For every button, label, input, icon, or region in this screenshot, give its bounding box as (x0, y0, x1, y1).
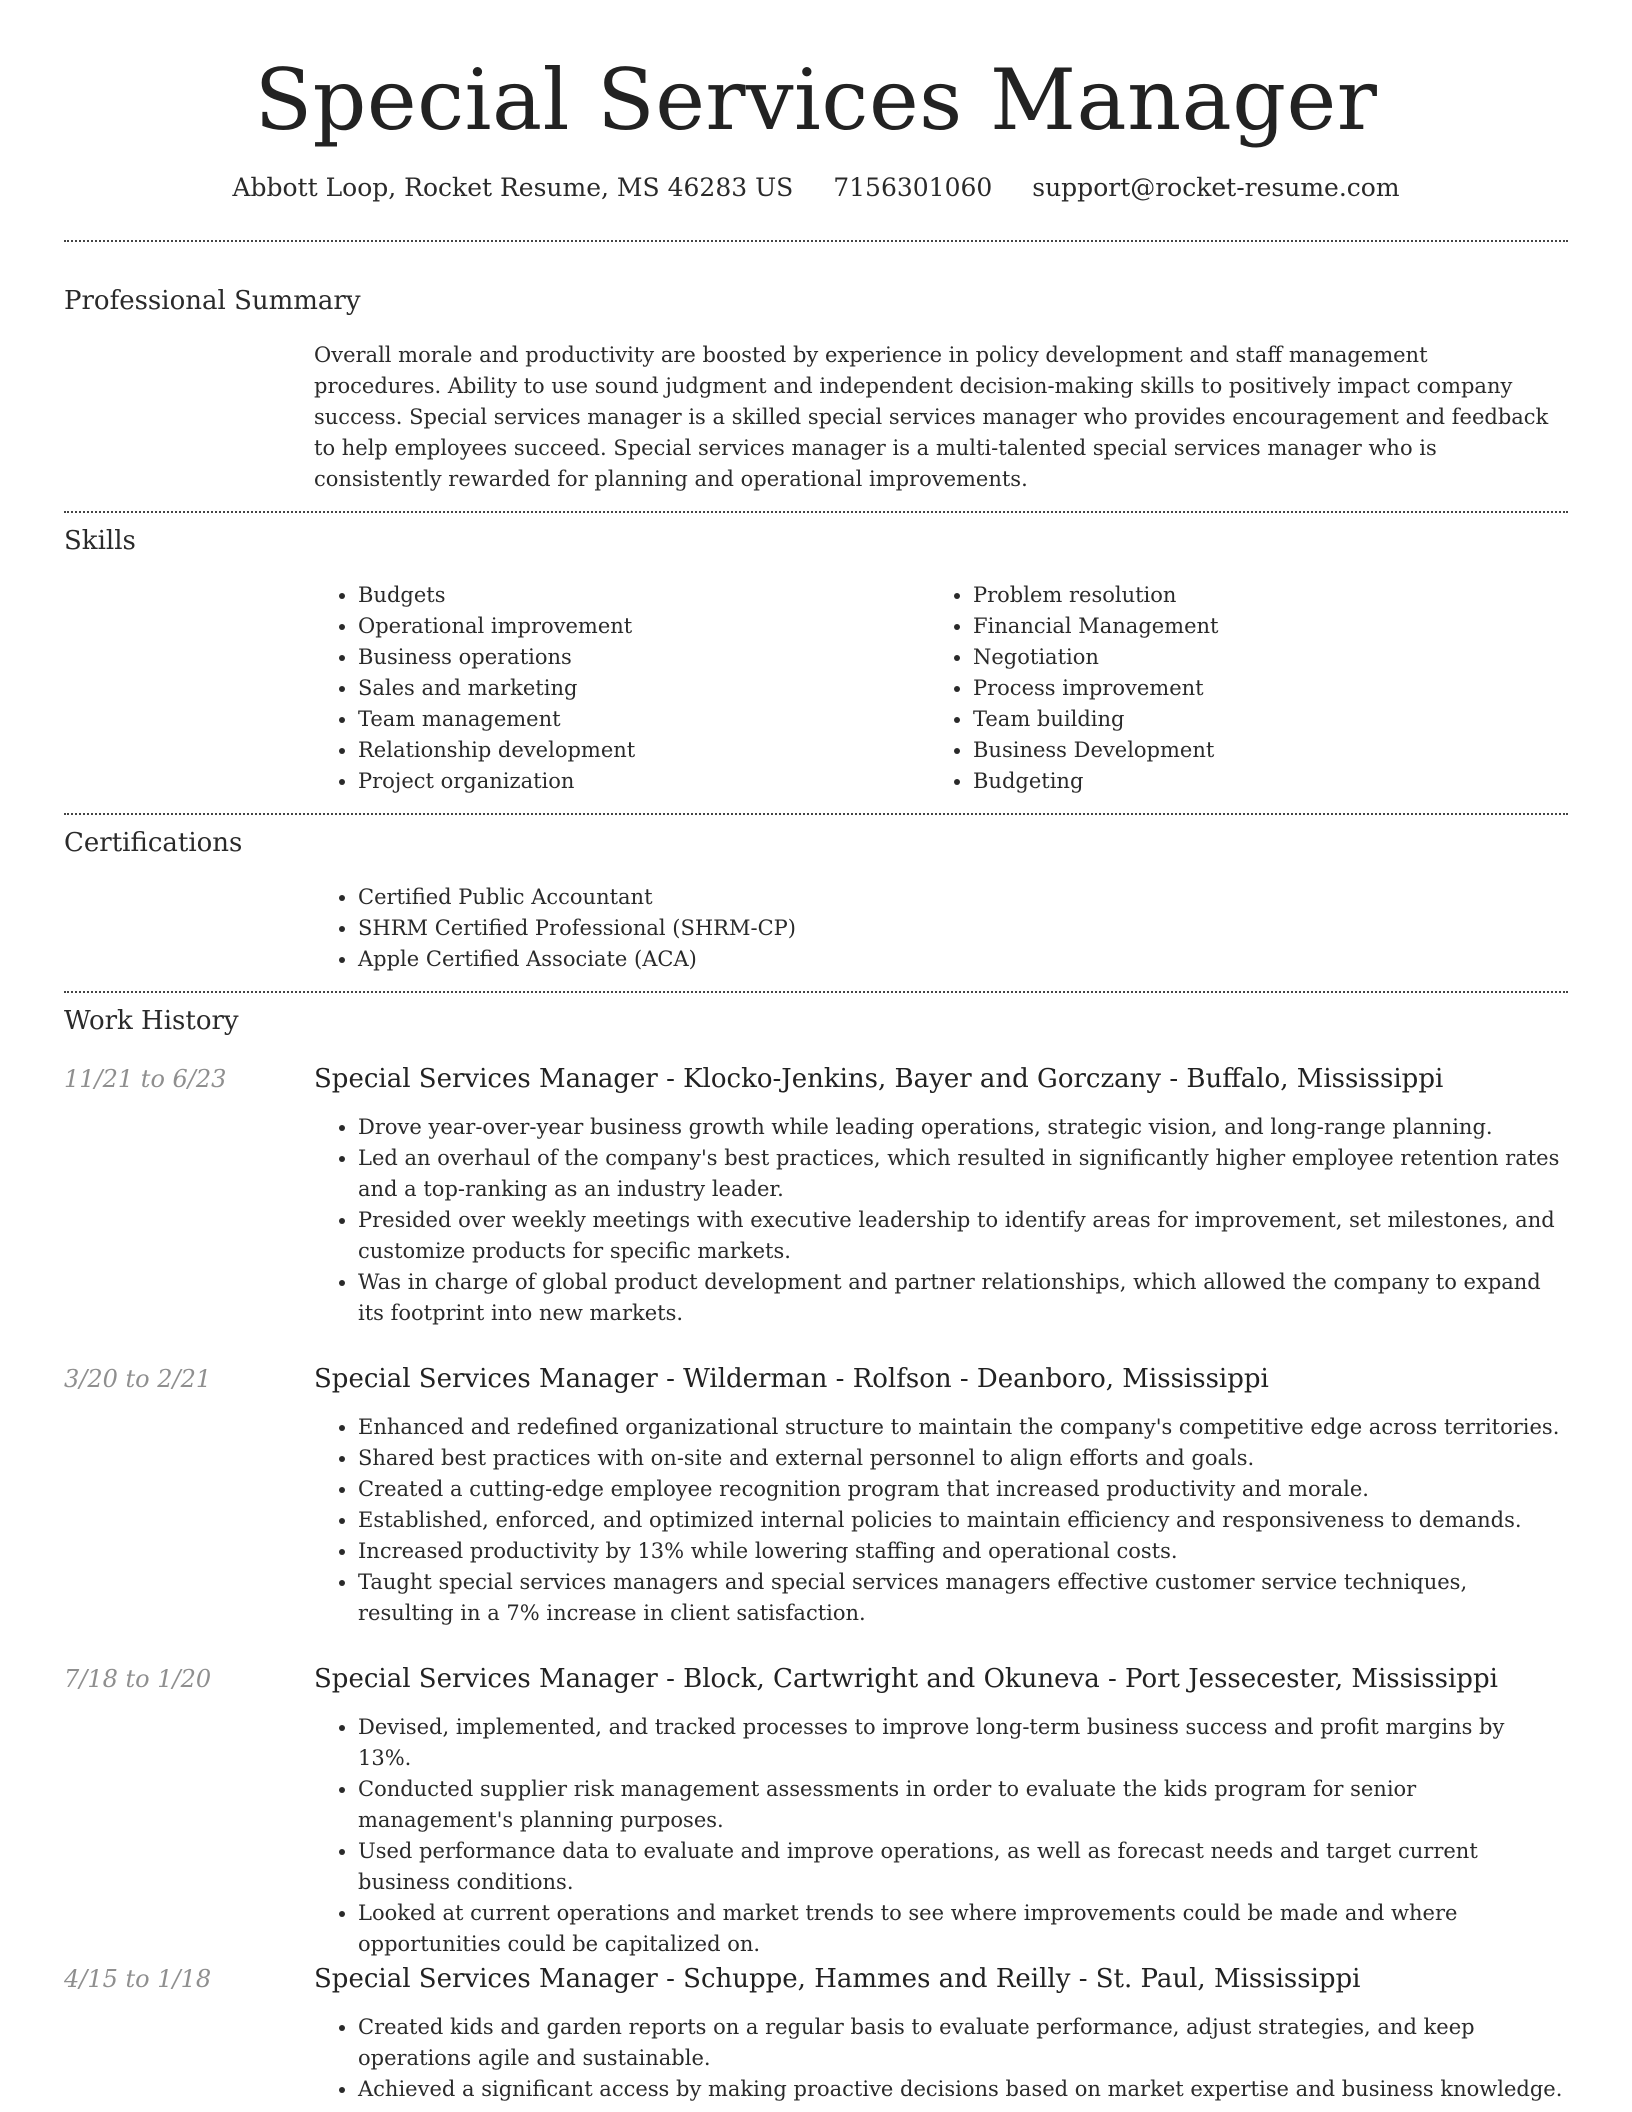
skill-item: • Problem resolution (973, 580, 1489, 611)
job-bullet: • Was in charge of global product development and partner relationships, which allowed the company to expand its footprint into new markets. (358, 1267, 1564, 1329)
job-bullet: • Increased productivity by 13% while lowering staffing and operational costs. (358, 1536, 1564, 1567)
skills-column-left (314, 580, 874, 797)
certifications-heading: Certifications (64, 828, 243, 858)
job-bullet: • Drove year-over-year business growth while leading operations, strategic vision, and long-range planning. (358, 1112, 1564, 1143)
summary-text: Overall morale and productivity are boosted by experience in policy development and staff management procedures. Ability to use sound judgment and independent decision-making skills to positively impact company success. Special services manager is a skilled special services manager who provides encouragement and feedback to help employees succeed. Special services manager is a multi-talented special services manager who is consistently rewarded for planning and operational improvements. (314, 343, 1549, 491)
skills-column-right (929, 580, 1489, 797)
job-bullet: • Conducted supplier risk management assessments in order to evaluate the kids program for senior management's planning purposes. (358, 1774, 1564, 1836)
resume-name: Special Services Manager (254, 51, 1378, 149)
skill-item: • Team management (358, 704, 874, 735)
certification-item: • SHRM Certified Professional (SHRM-CP) (358, 913, 1314, 944)
job-title: Special Services Manager - Schuppe, Hammes and Reilly - St. Paul, Mississippi (314, 1964, 1361, 1994)
job-bullet: • Presided over weekly meetings with executive leadership to identify areas for improvement, set milestones, and customize products for specific markets. (358, 1205, 1564, 1267)
job-bullet: • Devised, implemented, and tracked processes to improve long-term business success and profit margins by 13%. (358, 1712, 1564, 1774)
job-bullet: • Established, enforced, and optimized internal policies to maintain efficiency and responsiveness to demands. (358, 1505, 1564, 1536)
skill-item: • Process improvement (973, 673, 1489, 704)
skill-item: • Team building (973, 704, 1489, 735)
skill-item: • Business Development (973, 735, 1489, 766)
certifications-list (314, 882, 1314, 975)
skill-item: • Sales and marketing (358, 673, 874, 704)
work-history-heading: Work History (64, 1006, 239, 1036)
job-bullets (314, 1712, 1564, 1960)
job-dates: 7/18 to 1/20 (64, 1665, 212, 1693)
skill-item: • Budgeting (973, 766, 1489, 797)
section-divider (64, 813, 1568, 815)
job-dates: 11/21 to 6/23 (64, 1065, 227, 1093)
job-dates: 4/15 to 1/18 (64, 1965, 212, 1993)
section-divider (64, 991, 1568, 993)
job-bullet: • Created kids and garden reports on a regular basis to evaluate performance, adjust strategies, and keep operations agile and sustainable. (358, 2012, 1564, 2074)
job-bullets (314, 1112, 1564, 1329)
skill-item: • Negotiation (973, 642, 1489, 673)
skills-heading: Skills (64, 526, 136, 556)
section-divider (64, 240, 1568, 242)
certification-item: • Certified Public Accountant (358, 882, 1314, 913)
job-bullet: • Created a cutting-edge employee recognition program that increased productivity and morale. (358, 1474, 1564, 1505)
job-dates: 3/20 to 2/21 (64, 1365, 212, 1393)
skill-item: • Project organization (358, 766, 874, 797)
job-bullets (314, 2012, 1564, 2105)
job-bullet: • Looked at current operations and market trends to see where improvements could be made and where opportunities could be capitalized on. (358, 1898, 1564, 1960)
job-bullet: • Led an overhaul of the company's best practices, which resulted in significantly higher employee retention rates and a top-ranking as an industry leader. (358, 1143, 1564, 1205)
certification-item: • Apple Certified Associate (ACA) (358, 944, 1314, 975)
contact-phone: 7156301060 (833, 173, 993, 202)
contact-line (0, 170, 1632, 206)
skill-item: • Budgets (358, 580, 874, 611)
job-bullets (314, 1412, 1564, 1629)
skill-item: • Operational improvement (358, 611, 874, 642)
job-title: Special Services Manager - Klocko-Jenkins, Bayer and Gorczany - Buffalo, Mississippi (314, 1064, 1444, 1094)
job-title: Special Services Manager - Wilderman - Rolfson - Deanboro, Mississippi (314, 1364, 1269, 1394)
job-bullet: • Enhanced and redefined organizational structure to maintain the company's competitive edge across territories. (358, 1412, 1564, 1443)
job-bullet: • Used performance data to evaluate and improve operations, as well as forecast needs and target current business conditions. (358, 1836, 1564, 1898)
section-divider (64, 511, 1568, 513)
job-bullet: • Achieved a significant access by making proactive decisions based on market expertise and business knowledge. (358, 2074, 1564, 2105)
skill-item: • Relationship development (358, 735, 874, 766)
job-bullet: • Taught special services managers and special services managers effective customer service techniques, resulting in a 7% increase in client satisfaction. (358, 1567, 1564, 1629)
contact-address: Abbott Loop, Rocket Resume, MS 46283 US (232, 173, 794, 202)
job-bullet: • Shared best practices with on-site and external personnel to align efforts and goals. (358, 1443, 1564, 1474)
skill-item: • Business operations (358, 642, 874, 673)
job-title: Special Services Manager - Block, Cartwright and Okuneva - Port Jessecester, Mississippi (314, 1664, 1498, 1694)
skill-item: • Financial Management (973, 611, 1489, 642)
summary-heading: Professional Summary (64, 286, 361, 316)
contact-email: support@rocket-resume.com (1032, 173, 1400, 202)
